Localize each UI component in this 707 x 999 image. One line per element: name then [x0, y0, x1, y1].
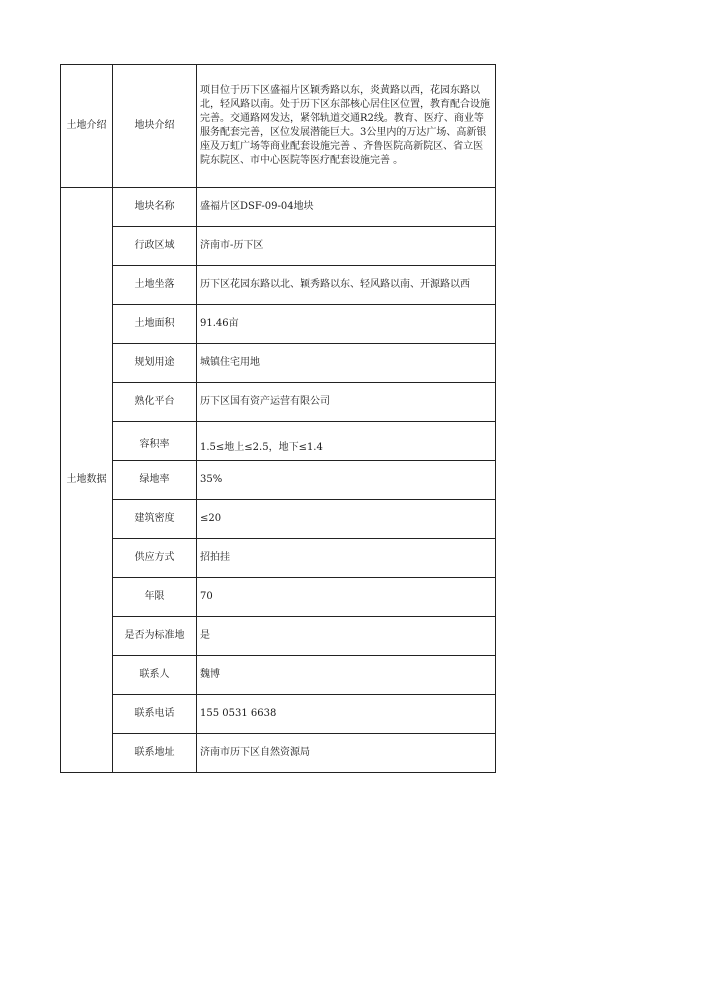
row-value: 济南市历下区自然资源局: [197, 734, 496, 773]
land-info-table: [60, 64, 496, 773]
row-label: 年限: [113, 578, 197, 617]
row-value: 济南市-历下区: [197, 227, 496, 266]
row-value: 历下区花园东路以北、颖秀路以东、轻风路以南、开源路以西: [197, 266, 496, 305]
row-label: 行政区域: [113, 227, 197, 266]
table-row-contact-phone: [61, 695, 496, 734]
table-row-area: [61, 305, 496, 344]
row-value: 35%: [197, 461, 496, 500]
data-category-cell: 土地数据: [61, 188, 113, 773]
table-row-planned-use: [61, 344, 496, 383]
table-row-plot-ratio: [61, 422, 496, 461]
table-row-supply-method: [61, 539, 496, 578]
row-label: 容积率: [113, 422, 197, 461]
table-row-term: [61, 578, 496, 617]
row-value: 155 0531 6638: [197, 695, 496, 734]
intro-text-cell: 项目位于历下区盛福片区颖秀路以东，炎黄路以西，花园东路以北，轻风路以南。处于历下区东部核心居住区位置，教育配合设施完善。交通路网发达，紧邻轨道交通R2线。教育、医疗、商业等服务配套完善，区位发展潜能巨大。3公里内的万达广场、高新银座及万虹广场等商业配套设施完善 、齐鲁医院高新院区、省立医院东院区、市中心医院等医疗配套设施完善 。: [197, 65, 496, 188]
row-label: 熟化平台: [113, 383, 197, 422]
row-value: 魏博: [197, 656, 496, 695]
intro-label-cell: 地块介绍: [113, 65, 197, 188]
table-row-building-density: [61, 500, 496, 539]
row-label: 土地坐落: [113, 266, 197, 305]
table-row-contact-address: [61, 734, 496, 773]
row-label: 供应方式: [113, 539, 197, 578]
table-row-green-rate: [61, 461, 496, 500]
table-row-location: [61, 266, 496, 305]
row-value: 70: [197, 578, 496, 617]
row-label: 联系地址: [113, 734, 197, 773]
row-value: 历下区国有资产运营有限公司: [197, 383, 496, 422]
row-label: 建筑密度: [113, 500, 197, 539]
row-value: 盛福片区DSF-09-04地块: [197, 188, 496, 227]
row-label: 地块名称: [113, 188, 197, 227]
row-value: 招拍挂: [197, 539, 496, 578]
row-label: 是否为标准地: [113, 617, 197, 656]
table-row-admin-region: [61, 227, 496, 266]
row-label: 土地面积: [113, 305, 197, 344]
row-value: ≤20: [197, 500, 496, 539]
row-label: 规划用途: [113, 344, 197, 383]
row-label: 联系电话: [113, 695, 197, 734]
row-value: 是: [197, 617, 496, 656]
row-value: 91.46亩: [197, 305, 496, 344]
intro-category-cell: 土地介绍: [61, 65, 113, 188]
intro-row: [61, 65, 496, 188]
row-value: 1.5≤地上≤2.5，地下≤1.4: [197, 422, 496, 461]
table-row-standard-land: [61, 617, 496, 656]
row-label: 联系人: [113, 656, 197, 695]
row-label: 绿地率: [113, 461, 197, 500]
table-row-platform: [61, 383, 496, 422]
table-row-contact-person: [61, 656, 496, 695]
table-row-plot-name: [61, 188, 496, 227]
row-value: 城镇住宅用地: [197, 344, 496, 383]
